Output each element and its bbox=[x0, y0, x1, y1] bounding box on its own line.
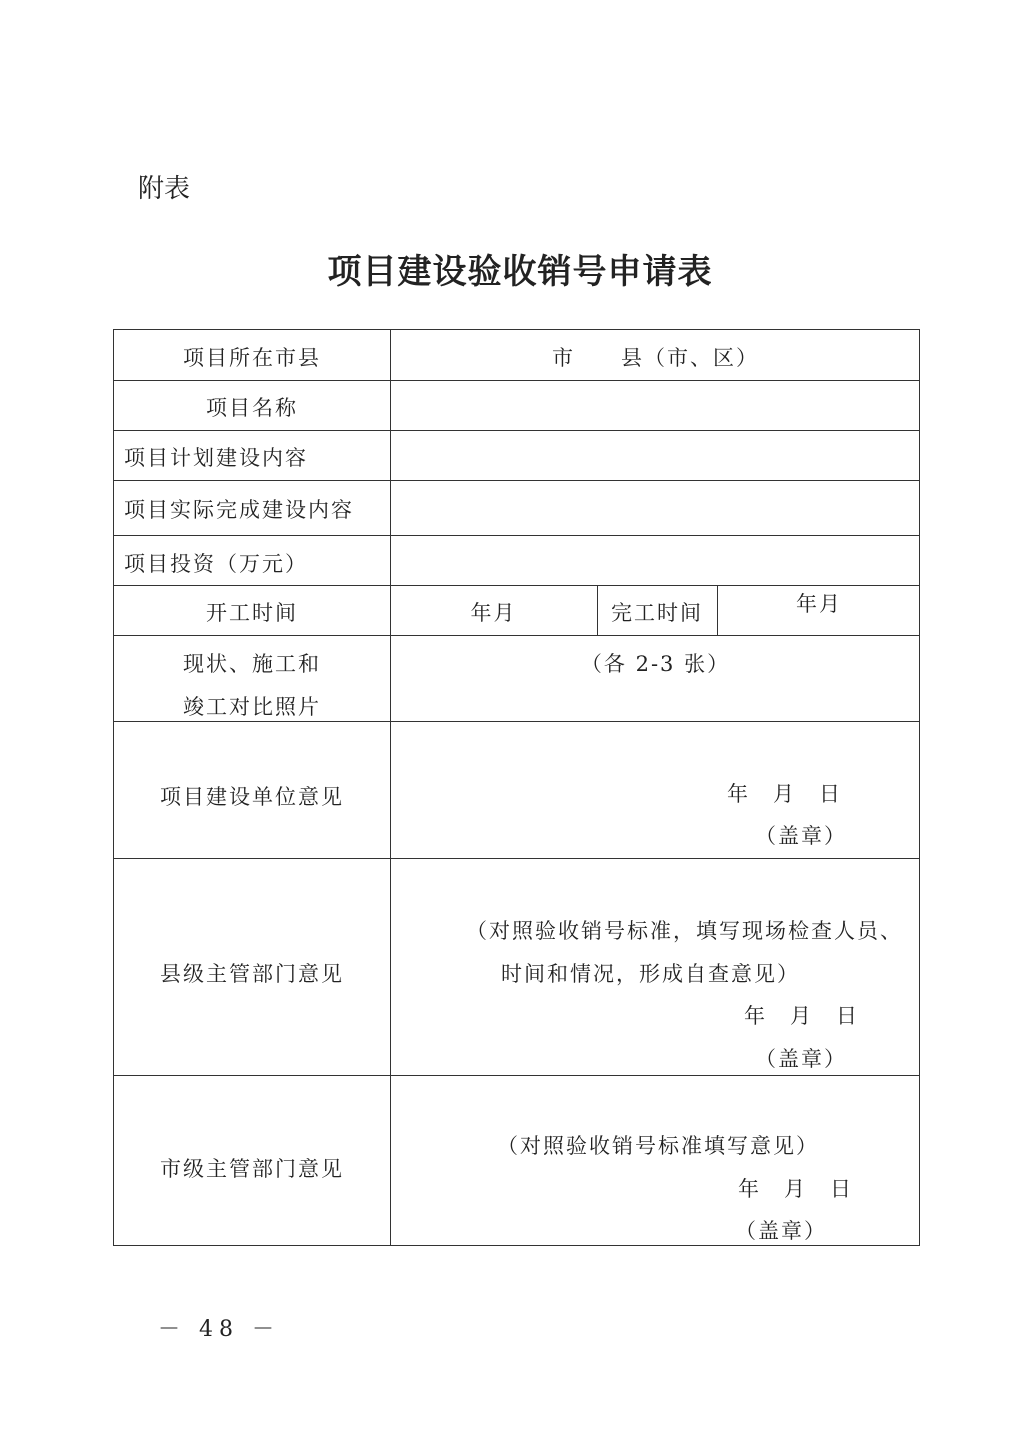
start-time-value[interactable]: 年月 bbox=[470, 601, 517, 625]
application-form-table bbox=[113, 329, 920, 1246]
row-divider bbox=[114, 858, 919, 859]
unit-opinion-date: 年 月 日 bbox=[727, 782, 842, 806]
actual-content-label: 项目实际完成建设内容 bbox=[124, 498, 354, 522]
page-number: － 48 － bbox=[158, 1317, 280, 1342]
actual-content-field[interactable] bbox=[394, 485, 914, 530]
county-opinion-date: 年 月 日 bbox=[744, 1004, 859, 1028]
start-time-label: 开工时间 bbox=[206, 601, 298, 625]
location-value[interactable]: 市 县（市、区） bbox=[552, 346, 759, 370]
row-divider bbox=[114, 585, 919, 586]
location-label: 项目所在市县 bbox=[183, 346, 321, 370]
finish-time-value[interactable]: 年月 bbox=[796, 592, 842, 616]
column-divider bbox=[390, 330, 391, 1245]
unit-opinion-label: 项目建设单位意见 bbox=[160, 785, 344, 809]
county-opinion-note-line2: 时间和情况，形成自查意见） bbox=[501, 962, 800, 986]
investment-field[interactable] bbox=[394, 540, 914, 580]
city-opinion-label: 市级主管部门意见 bbox=[160, 1157, 344, 1181]
form-title: 项目建设验收销号申请表 bbox=[327, 252, 713, 292]
city-seal: （盖章） bbox=[735, 1219, 827, 1243]
project-name-label: 项目名称 bbox=[206, 396, 298, 420]
row-divider bbox=[114, 430, 919, 431]
county-opinion-note-line1: （对照验收销号标准，填写现场检查人员、 bbox=[466, 919, 903, 943]
investment-label: 项目投资（万元） bbox=[124, 552, 308, 576]
city-opinion-note: （对照验收销号标准填写意见） bbox=[497, 1134, 819, 1158]
row-divider bbox=[114, 721, 919, 722]
row-divider bbox=[114, 535, 919, 536]
photos-label-line2: 竣工对比照片 bbox=[183, 695, 321, 719]
project-name-field[interactable] bbox=[394, 385, 914, 425]
row-divider bbox=[114, 1075, 919, 1076]
finish-time-label: 完工时间 bbox=[611, 601, 703, 625]
row-divider bbox=[114, 480, 919, 481]
attachment-label: 附表 bbox=[138, 174, 191, 204]
row-divider bbox=[114, 635, 919, 636]
planned-content-label: 项目计划建设内容 bbox=[124, 446, 308, 470]
photos-note: （各 2-3 张） bbox=[580, 652, 731, 676]
city-opinion-date: 年 月 日 bbox=[738, 1177, 853, 1201]
unit-seal: （盖章） bbox=[755, 824, 847, 848]
planned-content-field[interactable] bbox=[394, 435, 914, 475]
county-seal: （盖章） bbox=[755, 1047, 847, 1071]
row-divider bbox=[114, 380, 919, 381]
photos-label-line1: 现状、施工和 bbox=[183, 652, 321, 676]
county-opinion-label: 县级主管部门意见 bbox=[160, 962, 344, 986]
